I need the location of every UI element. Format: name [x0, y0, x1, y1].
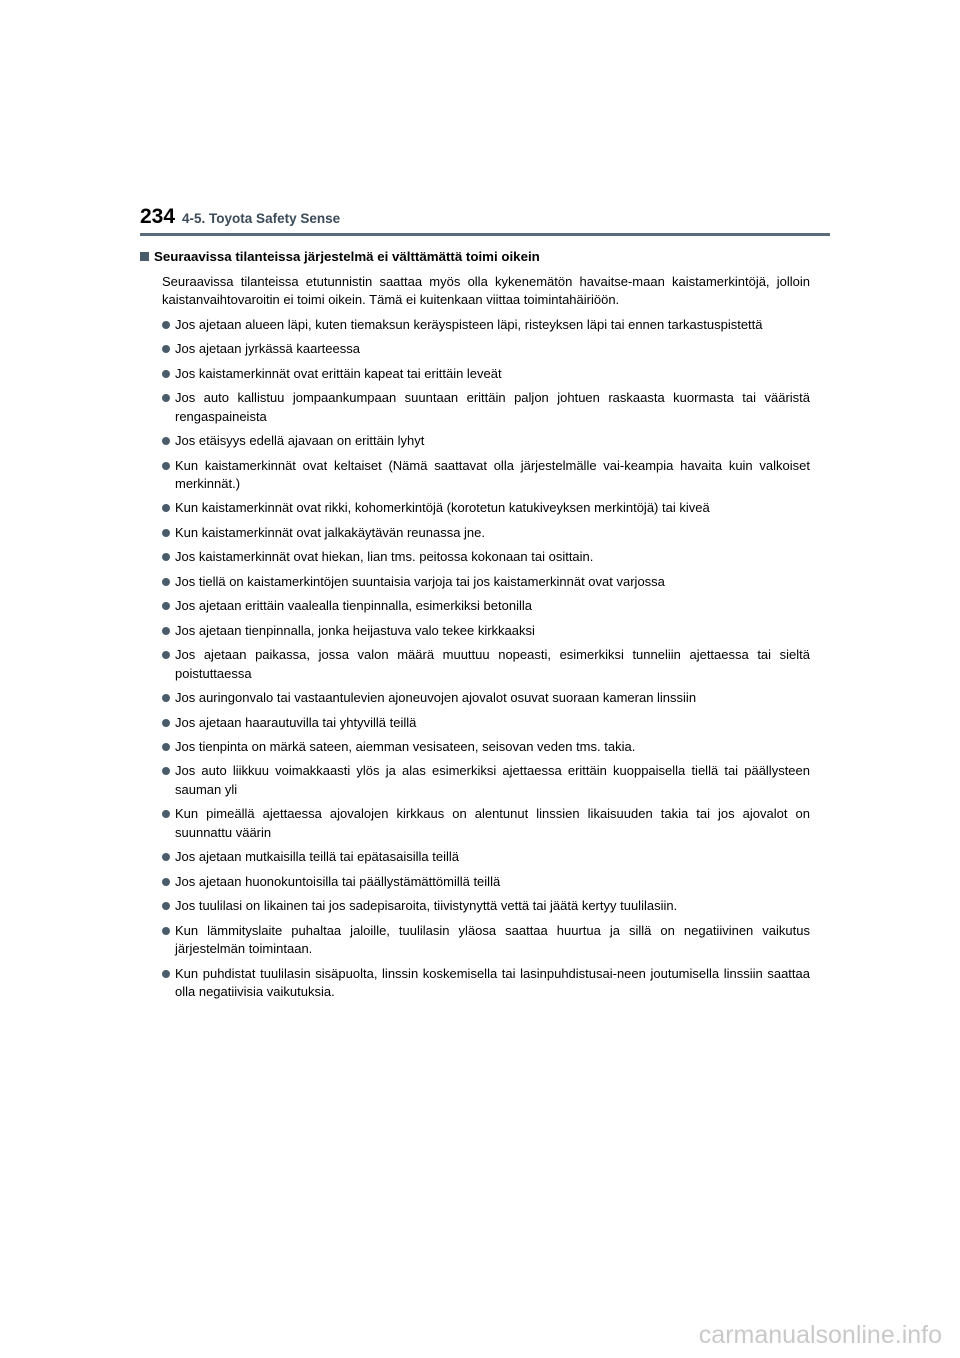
bullet-dot-icon — [162, 878, 170, 886]
list-item — [162, 805, 810, 842]
list-item — [162, 524, 810, 542]
bullet-dot-icon — [162, 651, 170, 659]
list-item-text: Jos ajetaan haarautuvilla tai yhtyvillä teillä — [175, 714, 417, 730]
list-item-text: Kun kaistamerkinnät ovat rikki, kohomerkintöjä (korotetun katukiveyksen merkintöjä) tai kiveä — [175, 500, 710, 516]
list-item — [162, 848, 810, 866]
site-watermark: carmanualsonline.info — [698, 1321, 942, 1349]
bullet-dot-icon — [162, 321, 170, 329]
list-item-text: Jos ajetaan alueen läpi, kuten tiemaksun keräyspisteen läpi, risteyksen läpi tai ennen tarkastuspistettä — [175, 316, 763, 332]
bullet-dot-icon — [162, 719, 170, 727]
list-item — [162, 922, 810, 959]
list-item-text: Jos tuulilasi on likainen tai jos sadepisaroita, tiivistynyttä vettä tai jäätä kertyy tuulilasiin. — [175, 898, 678, 914]
list-item — [162, 897, 810, 915]
square-marker-icon — [140, 252, 149, 261]
page-content — [140, 248, 830, 1007]
list-item — [162, 389, 810, 426]
list-item — [162, 873, 810, 891]
bullet-dot-icon — [162, 694, 170, 702]
list-item-text: Jos etäisyys edellä ajavaan on erittäin lyhyt — [175, 433, 425, 449]
list-item-text: Kun pimeällä ajettaessa ajovalojen kirkkaus on alentunut linssien likaisuuden takia tai jos ajovalot on suunnattu väärin — [175, 806, 810, 840]
bullet-dot-icon — [162, 529, 170, 537]
list-item — [162, 499, 810, 517]
list-item — [162, 646, 810, 683]
bullet-dot-icon — [162, 902, 170, 910]
section-heading — [140, 248, 830, 266]
list-item-text: Jos ajetaan mutkaisilla teillä tai epätasaisilla teillä — [175, 849, 459, 865]
bullet-dot-icon — [162, 394, 170, 402]
list-item — [162, 340, 810, 358]
list-item — [162, 316, 810, 334]
bullet-dot-icon — [162, 437, 170, 445]
list-item-text: Kun puhdistat tuulilasin sisäpuolta, linssin koskemisella tai lasinpuhdistusai-neen joutumisella linssiin saattaa olla negatiivisia vaikutuksia. — [175, 965, 810, 999]
page-number: 234 — [140, 205, 176, 228]
list-item-text: Jos ajetaan paikassa, jossa valon määrä muuttuu nopeasti, esimerkiksi tunneliin ajettaessa tai sieltä poistuttaessa — [175, 647, 810, 681]
list-item — [162, 622, 810, 640]
bullet-dot-icon — [162, 853, 170, 861]
list-item-text: Jos ajetaan huonokuntoisilla tai päällystämättömillä teillä — [175, 873, 501, 889]
bullet-dot-icon — [162, 970, 170, 978]
bullet-dot-icon — [162, 743, 170, 751]
bullet-dot-icon — [162, 504, 170, 512]
list-item-text: Kun lämmityslaite puhaltaa jaloille, tuulilasin yläosa saattaa huurtua ja sillä on negatiivinen vaikutus järjestelmän toimintaan. — [175, 922, 810, 957]
list-item — [162, 689, 810, 707]
list-item-text: Jos kaistamerkinnät ovat hiekan, lian tms. peitossa kokonaan tai osittain. — [175, 549, 594, 565]
list-item-text: Jos kaistamerkinnät ovat erittäin kapeat tai erittäin leveät — [175, 365, 502, 381]
list-item-text: Jos ajetaan tienpinnalla, jonka heijastuva valo tekee kirkkaaksi — [175, 622, 535, 638]
list-item — [162, 762, 810, 799]
list-item-text: Jos auringonvalo tai vastaantulevien ajoneuvojen ajovalot osuvat suoraan kameran linssiin — [175, 690, 697, 706]
bullet-dot-icon — [162, 553, 170, 561]
section-heading-label: Seuraavissa tilanteissa järjestelmä ei välttämättä toimi oikein — [154, 249, 540, 264]
list-item-text: Jos ajetaan jyrkässä kaarteessa — [175, 341, 360, 357]
header-divider — [140, 233, 830, 236]
list-item-text: Jos auto liikkuu voimakkaasti ylös ja alas esimerkiksi ajettaessa erittäin kuoppaisella tiellä tai päällysteen sauman yli — [175, 763, 810, 797]
list-item — [162, 738, 810, 756]
list-item-text: Jos auto kallistuu jompaankumpaan suuntaan erittäin paljon johtuen raskaasta kuormasta tai vääristä rengaspaineista — [175, 390, 810, 424]
list-item-text: Jos tienpinta on märkä sateen, aiemman vesisateen, seisovan veden tms. takia. — [175, 739, 636, 754]
bullet-dot-icon — [162, 810, 170, 818]
header-section-title: 4-5. Toyota Safety Sense — [182, 211, 341, 226]
list-item — [162, 457, 810, 494]
list-item-text: Jos tiellä on kaistamerkintöjen suuntaisia varjoja tai jos kaistamerkinnät ovat varjossa — [175, 573, 665, 589]
list-item-text: Jos ajetaan erittäin vaalealla tienpinnalla, esimerkiksi betonilla — [175, 598, 532, 614]
bullet-dot-icon — [162, 462, 170, 470]
list-item — [162, 965, 810, 1002]
page-header — [140, 205, 830, 229]
bullet-dot-icon — [162, 627, 170, 635]
bullet-dot-icon — [162, 578, 170, 586]
section-intro-paragraph: Seuraavissa tilanteissa etutunnistin saattaa myös olla kykenemätön havaitse-maan kaistamerkintöjä, jolloin kaistanvaihtovaroitin ei toimi oikein. Tämä ei kuitenkaan viittaa toimintahäiriöön. — [162, 273, 810, 308]
list-item — [162, 432, 810, 450]
list-item — [162, 714, 810, 732]
bullet-dot-icon — [162, 767, 170, 775]
bullet-dot-icon — [162, 370, 170, 378]
bullet-dot-icon — [162, 602, 170, 610]
list-item — [162, 597, 810, 615]
list-item — [162, 365, 810, 383]
list-item — [162, 573, 810, 591]
bullet-list — [140, 316, 830, 1002]
list-item — [162, 548, 810, 566]
list-item-text: Kun kaistamerkinnät ovat keltaiset (Nämä saattavat olla järjestelmälle vai-keampia havaita kuin valkoiset merkinnät.) — [175, 457, 810, 492]
list-item-text: Kun kaistamerkinnät ovat jalkakäytävän reunassa jne. — [175, 524, 486, 540]
bullet-dot-icon — [162, 345, 170, 353]
bullet-dot-icon — [162, 927, 170, 935]
